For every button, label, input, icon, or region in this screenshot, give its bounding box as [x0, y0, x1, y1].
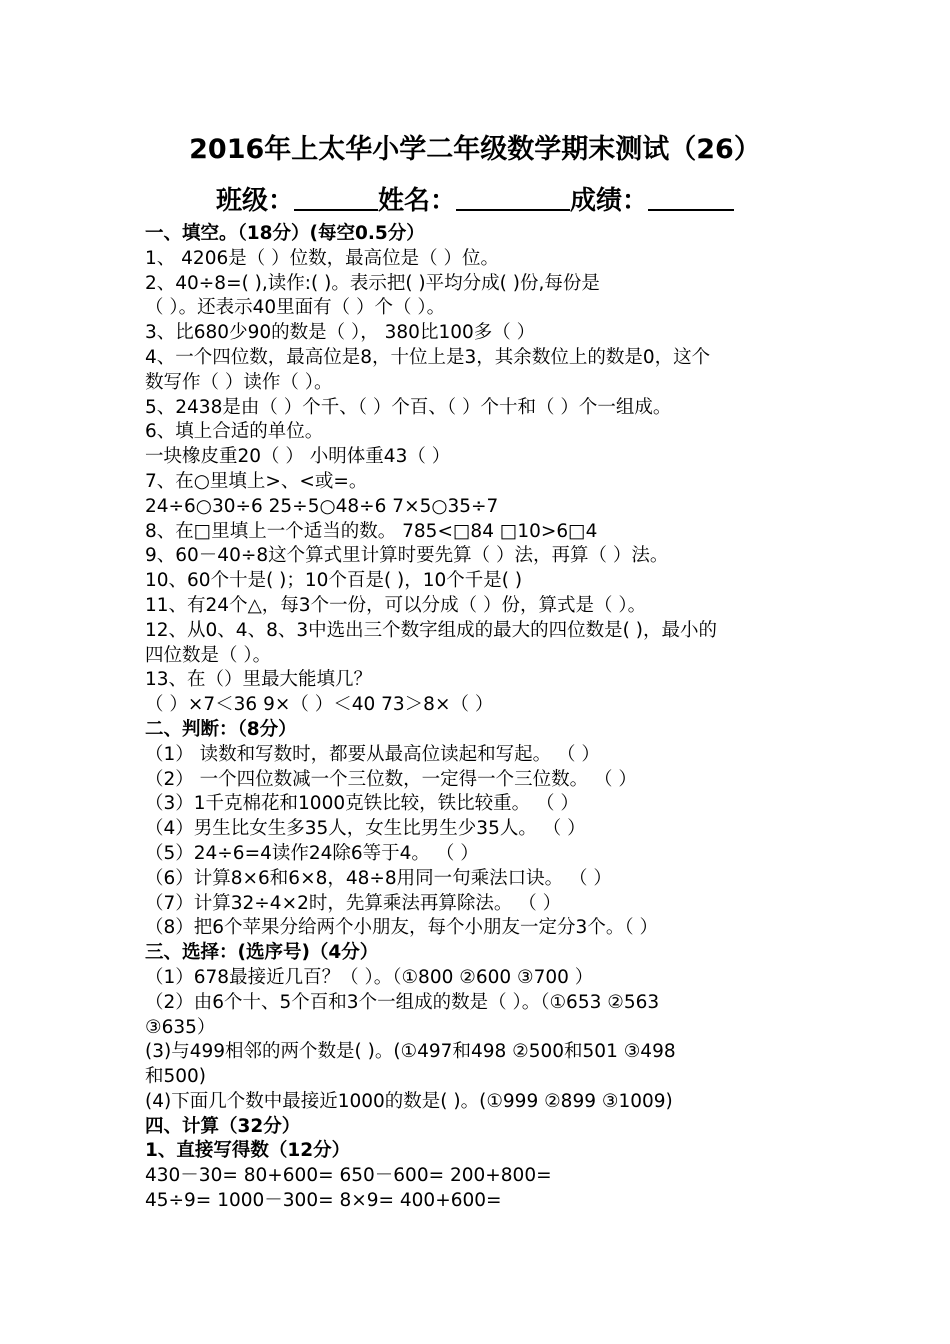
question-line: 430－30= 80+600= 650－600= 200+800= — [145, 1165, 552, 1187]
score-blank[interactable] — [648, 183, 734, 211]
question-line: （2）由6个十、5个百和3个一组成的数是（ ）。（①653 ②563 — [145, 991, 660, 1013]
question-line: 24÷6○30÷6 25÷5○48÷6 7×5○35÷7 — [145, 495, 499, 517]
question-line: 3、比680少90的数是（ ）， 380比100多（ ） — [145, 322, 536, 344]
question-line: 10、60个十是( )；10个百是( )，10个千是( ) — [145, 570, 523, 592]
question-line: 9、60－40÷8这个算式里计算时要先算（ ）法，再算（ ）法。 — [145, 545, 669, 567]
question-line: 7、在○里填上>、<或=。 — [145, 470, 368, 492]
section-heading: 二、判断：（8分） — [145, 718, 297, 740]
question-line: 1、 4206是（ ）位数，最高位是（ ）位。 — [145, 247, 499, 269]
section-heading: 一、填空。（18分）(每空0.5分） — [145, 223, 425, 244]
question-line: （5）24÷6=4读作24除6等于4。 （ ） — [145, 842, 479, 864]
question-line: 数写作（ ）读作（ ）。 — [145, 371, 333, 393]
section-heading: 四、计算（32分） — [145, 1115, 301, 1137]
question-line: 45÷9= 1000－300= 8×9= 400+600= — [145, 1190, 502, 1212]
question-line: （4）男生比女生多35人，女生比男生少35人。 （ ） — [145, 818, 586, 840]
question-line: 4、一个四位数，最高位是8，十位上是3，其余数位上的数是0，这个 — [145, 346, 711, 368]
question-line: 2、40÷8=( ),读作:( )。表示把( )平均分成( )份,每份是 — [145, 272, 600, 294]
question-line: 和500) — [145, 1066, 207, 1088]
question-line: （7）计算32÷4×2时，先算乘法再算除法。 （ ） — [145, 892, 562, 914]
question-line: 13、在（）里最大能填几？ — [145, 669, 373, 691]
question-line: （3）1千克棉花和1000克铁比较，铁比较重。 （ ） — [145, 793, 579, 815]
question-line: （8）把6个苹果分给两个小朋友，每个小朋友一定分3个。（ ） — [145, 917, 658, 939]
section-heading: 三、选择：(选序号)（4分） — [145, 942, 379, 964]
name-label: 姓名： — [377, 186, 456, 216]
exam-content — [145, 222, 825, 1214]
question-line: （1） 读数和写数时，都要从最高位读起和写起。 （ ） — [145, 743, 600, 765]
question-line: 11、有24个△，每3个一份，可以分成（ ）份，算式是（ ）。 — [145, 594, 647, 616]
question-line: （ ）×7＜36 9×（ ）＜40 73＞8×（ ） — [145, 694, 494, 716]
class-label: 班级： — [215, 186, 294, 216]
page-title: 2016年上太华小学二年级数学期末测试（26） — [189, 134, 761, 165]
question-line: （ ）。还表示40里面有（ ）个（ ）。 — [145, 297, 446, 319]
question-line: (4)下面几个数中最接近1000的数是( )。(①999 ②899 ③1009) — [145, 1090, 673, 1112]
section-heading: 1、直接写得数（12分） — [145, 1140, 351, 1162]
class-blank[interactable] — [294, 183, 378, 211]
question-line: (3)与499相邻的两个数是( )。(①497和498 ②500和501 ③498 — [145, 1041, 676, 1063]
question-line: （6）计算8×6和6×8，48÷8用同一句乘法口诀。 （ ） — [145, 867, 612, 889]
question-line: 6、填上合适的单位。 — [145, 421, 324, 443]
question-line: 一块橡皮重20（ ） 小明体重43（ ） — [145, 446, 451, 468]
score-label: 成绩： — [570, 186, 649, 216]
question-line: 12、从0、4、8、3中选出三个数字组成的最大的四位数是( )，最小的 — [145, 619, 717, 641]
name-blank[interactable] — [456, 183, 570, 211]
question-line: 8、在□里填上一个适当的数。 785<□84 □10>6□4 — [145, 520, 598, 542]
student-info-row — [0, 183, 950, 218]
question-line: （2） 一个四位数减一个三位数，一定得一个三位数。 （ ） — [145, 768, 637, 790]
question-line: （1）678最接近几百？（ ）。（①800 ②600 ③700 ） — [145, 966, 594, 988]
question-line: ③635） — [145, 1016, 216, 1038]
question-line: 四位数是（ ）。 — [145, 644, 272, 666]
question-line: 5、2438是由（ ）个千、（ ）个百、（ ）个十和（ ）个一组成。 — [145, 396, 672, 418]
